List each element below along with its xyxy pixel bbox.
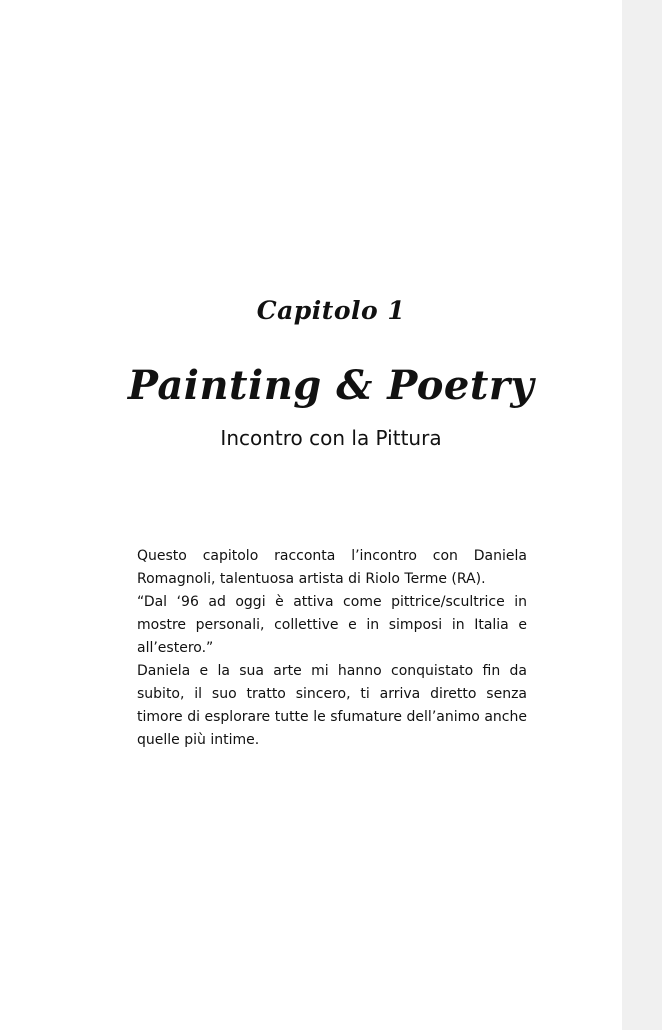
- body-paragraph: Questo capitolo racconta l’incontro con Daniela Romagnoli, talentuosa artista di Riolo Terme (RA).: [137, 548, 527, 587]
- chapter-body: [137, 545, 527, 752]
- page-margin-strip: [622, 0, 662, 1030]
- chapter-title: Painting & Poetry: [127, 362, 535, 409]
- chapter-label: Capitolo 1: [256, 296, 406, 325]
- body-paragraph: Daniela e la sua arte mi hanno conquistato fin da subito, il suo tratto sincero, ti arriva diretto senza timore di esplorare tutte le sfumature dell’animo anche quelle più intime.: [137, 663, 527, 748]
- chapter-subtitle: Incontro con la Pittura: [220, 426, 442, 450]
- body-paragraph: “Dal ‘96 ad oggi è attiva come pittrice/scultrice in mostre personali, collettive e in simposi in Italia e all’estero.”: [137, 594, 527, 656]
